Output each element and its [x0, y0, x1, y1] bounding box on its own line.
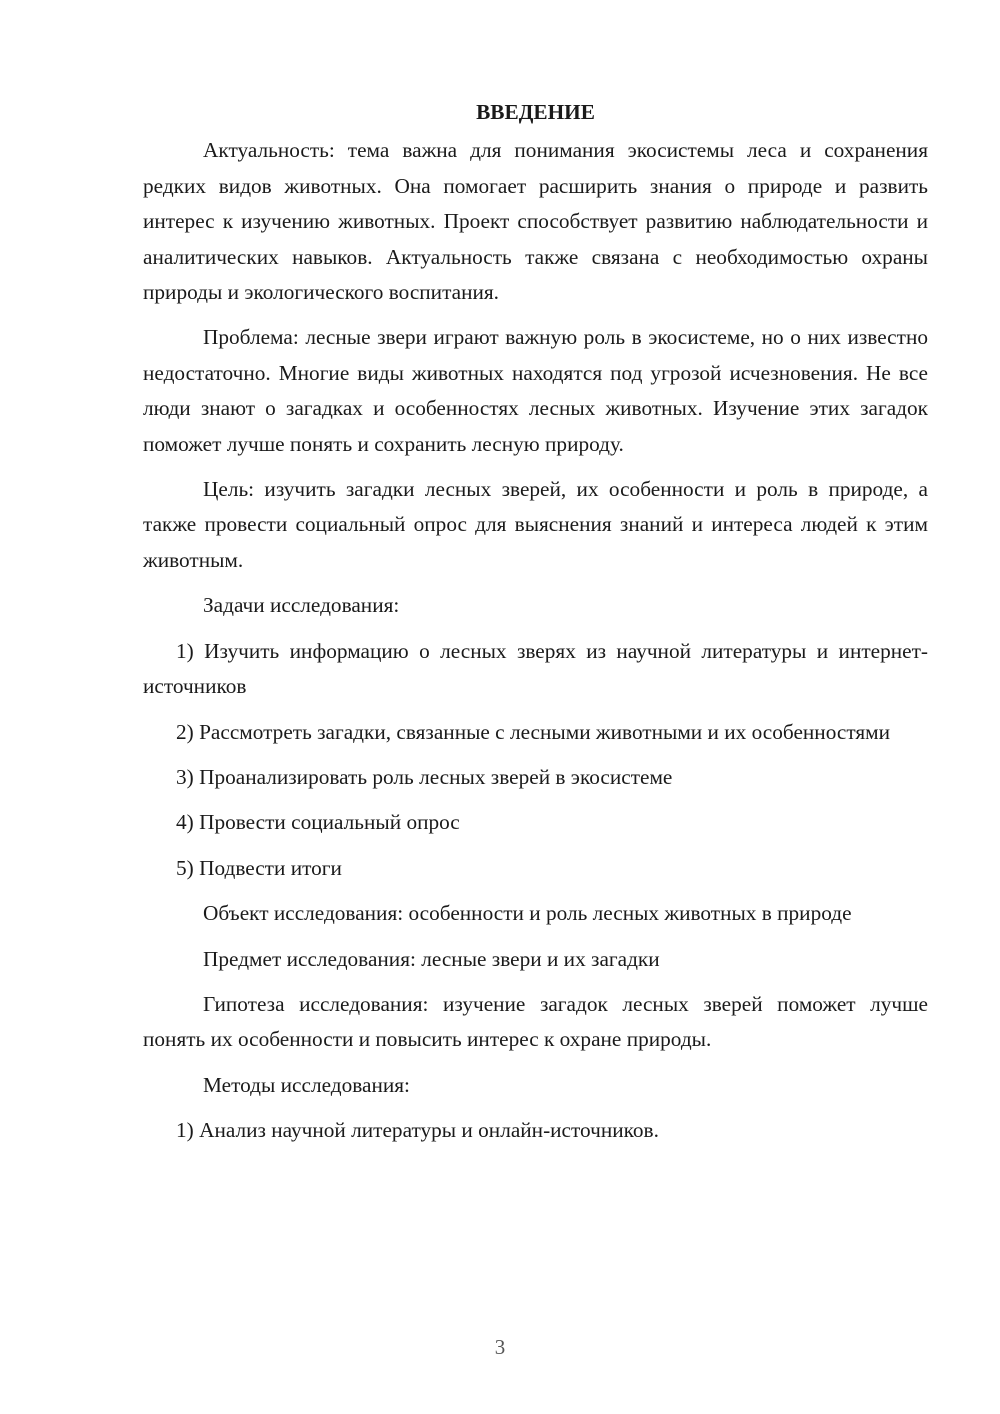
page-title: ВВЕДЕНИЕ — [476, 100, 595, 124]
object-paragraph: Объект исследования: особенности и роль лесных животных в природе — [203, 901, 852, 926]
task-item: 5) Подвести итоги — [176, 855, 342, 880]
tasks-heading: Задачи исследования: — [203, 593, 400, 618]
task-item: 4) Провести социальный опрос — [176, 810, 460, 835]
task-item: 3) Проанализировать роль лесных зверей в экосистеме — [176, 764, 673, 789]
hypothesis-paragraph: Гипотеза исследования: изучение загадок лесных зверей поможет лучше понять их особенности и повысить интерес к охране природы. — [143, 991, 928, 1052]
method-item: 1) Анализ научной литературы и онлайн-источников. — [176, 1118, 659, 1143]
page-number: 3 — [494, 1335, 506, 1359]
subject-paragraph: Предмет исследования: лесные звери и их загадки — [203, 946, 660, 971]
task-item: 2) Рассмотреть загадки, связанные с лесными животными и их особенностями — [176, 719, 891, 744]
goal-paragraph: Цель: изучить загадки лесных зверей, их особенности и роль в природе, а также провести социальный опрос для выяснения знаний и интереса людей к этим животным. — [143, 477, 928, 572]
task-item: 1) Изучить информацию о лесных зверях из научной литературы и интернет-источников — [143, 638, 928, 699]
methods-heading: Методы исследования: — [203, 1072, 410, 1097]
document-page — [143, 95, 928, 1159]
problem-paragraph: Проблема: лесные звери играют важную роль в экосистеме, но о них известно недостаточно. Многие виды животных находятся под угрозой исчезновения. Не все люди знают о загадках и особенностях лесных животных. Изучение этих загадок поможет лучше понять и сохранить лесную природу. — [143, 325, 928, 456]
relevance-paragraph: Актуальность: тема важна для понимания экосистемы леса и сохранения редких видов животных. Она помогает расширить знания о природе и развить интерес к изучению животных. Проект способствует развитию наблюдательности и аналитических навыков. Актуальность также связана с необходимостью охраны природы и экологического воспитания. — [143, 138, 928, 305]
